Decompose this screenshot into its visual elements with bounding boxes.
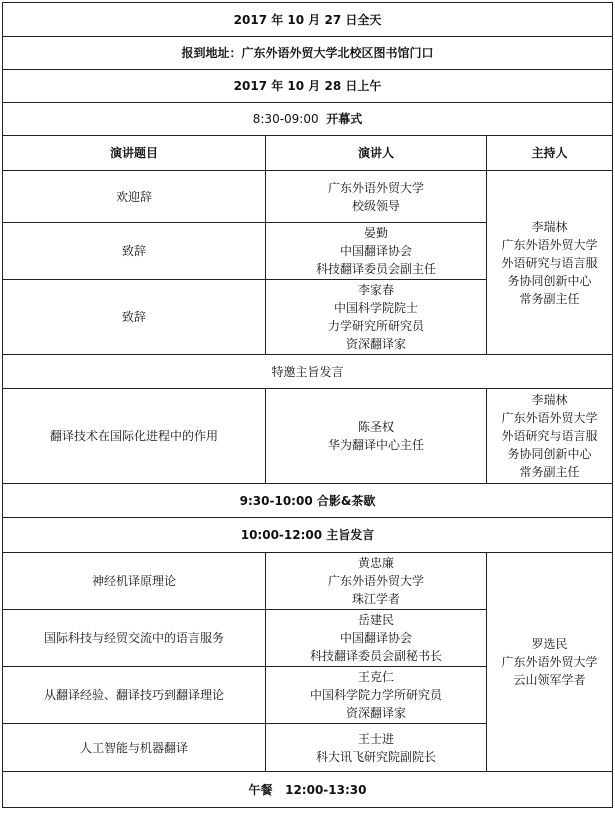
- break-row: [3, 484, 613, 518]
- registration-address: 报到地址：广东外语外贸大学北校区图书馆门口: [3, 37, 613, 70]
- speaker-line: 黄忠廉: [357, 556, 394, 570]
- speaker-cell: [266, 223, 487, 280]
- table-row: [3, 553, 613, 610]
- opening-row: [3, 103, 613, 136]
- keynote-label: 主旨发言: [326, 528, 375, 542]
- speaker-line: 中国翻译协会: [339, 244, 412, 258]
- topic-cell: 致辞: [3, 223, 266, 280]
- topic-cell: 从翻译经验、翻译技巧到翻译理论: [3, 667, 266, 724]
- keynote-row: [3, 518, 613, 553]
- break-label: 合影&茶歇: [316, 493, 376, 508]
- speaker-line: 资深翻译家: [345, 337, 406, 351]
- header-row: [3, 136, 613, 171]
- speaker-line: 岳建民: [357, 613, 394, 627]
- speaker-line: 科技翻译委员会副主任: [315, 262, 436, 276]
- day2-title: 2017 年 10 月 28 日上午: [3, 70, 613, 103]
- host-cell: [487, 389, 613, 484]
- table-row: [3, 171, 613, 223]
- speaker-cell: [266, 610, 487, 667]
- speaker-line: 华为翻译中心主任: [327, 438, 424, 452]
- host-line: 外语研究与语言服: [501, 429, 598, 443]
- speaker-line: 中国科学院力学所研究员: [309, 688, 442, 702]
- speaker-cell: [266, 724, 487, 772]
- host-line: 广东外语外贸大学: [501, 411, 598, 425]
- host-cell: [487, 171, 613, 355]
- topic-cell: 人工智能与机器翻译: [3, 724, 266, 772]
- speaker-cell: [266, 389, 487, 484]
- opening-time: 8:30-09:00: [252, 112, 319, 126]
- topic-cell: 神经机译原理论: [3, 553, 266, 610]
- topic-cell: 国际科技与经贸交流中的语言服务: [3, 610, 266, 667]
- invited-title-row: [3, 355, 613, 389]
- keynote-time: 10:00-12:00: [240, 528, 323, 542]
- break-cell: [3, 484, 613, 518]
- topic-cell: 欢迎辞: [3, 171, 266, 223]
- host-line: 罗选民: [531, 637, 568, 651]
- speaker-cell: [266, 171, 487, 223]
- opening-cell: [3, 103, 613, 136]
- speaker-line: 中国翻译协会: [339, 631, 412, 645]
- speaker-line: 广东外语外贸大学: [327, 180, 424, 195]
- speaker-line: 广东外语外贸大学: [327, 574, 424, 588]
- speaker-line: 王克仁: [357, 670, 394, 684]
- speaker-line: 陈圣权: [357, 420, 394, 434]
- speaker-line: 资深翻译家: [345, 706, 406, 720]
- host-line: 云山领军学者: [513, 673, 586, 687]
- speaker-line: 李家春: [357, 283, 394, 297]
- speaker-cell: [266, 553, 487, 610]
- host-line: 常务副主任: [519, 465, 580, 479]
- host-line: 常务副主任: [519, 291, 580, 306]
- host-line: 务协同创新中心: [507, 273, 592, 288]
- lunch-row: [3, 772, 613, 808]
- day1-row: [3, 3, 613, 37]
- host-line: 外语研究与语言服: [501, 255, 598, 270]
- speaker-line: 力学研究所研究员: [327, 319, 424, 333]
- speaker-line: 校级领导: [351, 198, 400, 213]
- topic-cell: 翻译技术在国际化进程中的作用: [3, 389, 266, 484]
- topic-cell: 致辞: [3, 280, 266, 355]
- table-row: [3, 389, 613, 484]
- header-speaker: 演讲人: [266, 136, 487, 171]
- lunch-cell: [3, 772, 613, 808]
- speaker-line: 晏勤: [363, 226, 388, 240]
- invited-title: 特邀主旨发言: [3, 355, 613, 389]
- opening-label: 开幕式: [326, 112, 363, 126]
- host-cell: [487, 553, 613, 772]
- day2-row: [3, 70, 613, 103]
- speaker-line: 科技翻译委员会副秘书长: [309, 649, 442, 663]
- speaker-cell: [266, 280, 487, 355]
- speaker-cell: [266, 667, 487, 724]
- lunch-time: 12:00-13:30: [285, 782, 367, 797]
- header-topic: 演讲题目: [3, 136, 266, 171]
- schedule-table: [2, 2, 613, 808]
- speaker-line: 中国科学院院士: [333, 301, 418, 315]
- host-line: 广东外语外贸大学: [501, 655, 598, 669]
- speaker-line: 科大讯飞研究院副院长: [315, 749, 436, 764]
- host-line: 李瑞林: [531, 219, 568, 234]
- break-time: 9:30-10:00: [239, 493, 313, 508]
- speaker-line: 王士进: [357, 731, 394, 746]
- day1-title: 2017 年 10 月 27 日全天: [3, 3, 613, 37]
- header-host: 主持人: [487, 136, 613, 171]
- keynote-cell: [3, 518, 613, 553]
- registration-row: [3, 37, 613, 70]
- host-line: 务协同创新中心: [507, 447, 592, 461]
- host-line: 李瑞林: [531, 393, 568, 407]
- speaker-line: 珠江学者: [351, 592, 400, 606]
- host-line: 广东外语外贸大学: [501, 237, 598, 252]
- lunch-label: 午餐: [248, 782, 273, 797]
